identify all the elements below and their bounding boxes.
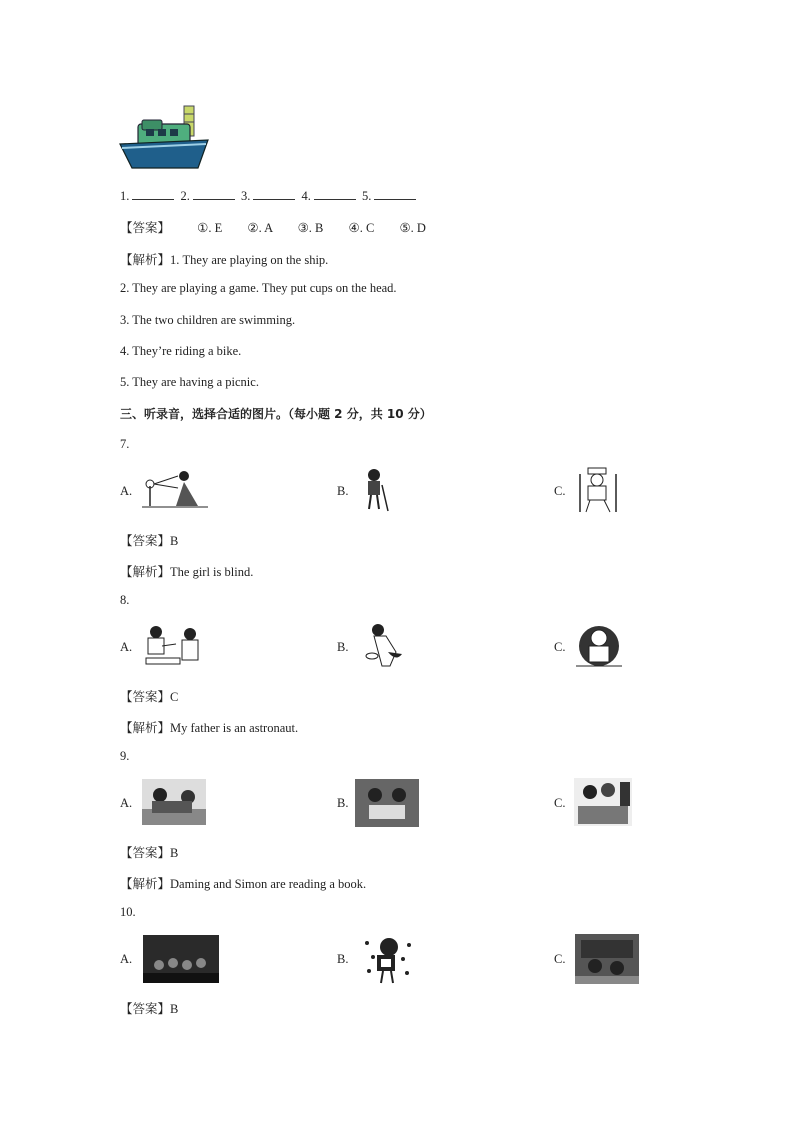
option-c[interactable]: C. bbox=[554, 640, 566, 654]
blank-num-5: 5. bbox=[362, 189, 372, 203]
answer-value: C bbox=[170, 690, 179, 704]
picture-a-icon[interactable] bbox=[143, 935, 219, 983]
picture-c-icon[interactable] bbox=[576, 466, 622, 514]
answer-label: 【答案】 bbox=[120, 845, 171, 860]
analysis-text: The girl is blind. bbox=[170, 565, 254, 579]
answer-row-9 bbox=[120, 843, 178, 861]
picture-c-icon[interactable] bbox=[574, 778, 632, 826]
option-c[interactable]: C. bbox=[554, 952, 566, 966]
analysis-line: 3. The two children are swimming. bbox=[120, 313, 296, 327]
answer-row-10 bbox=[120, 999, 178, 1017]
analysis-row-1 bbox=[120, 250, 328, 268]
picture-b-icon[interactable] bbox=[362, 622, 406, 668]
answer-item: ①. E bbox=[197, 221, 223, 235]
option-a[interactable]: A. bbox=[120, 484, 133, 498]
option-a[interactable]: A. bbox=[120, 640, 133, 654]
answer-item: ②. A bbox=[247, 221, 273, 235]
question-number: 7. bbox=[120, 437, 130, 451]
analysis-line: 4. They’re riding a bike. bbox=[120, 344, 242, 358]
picture-b-icon[interactable] bbox=[359, 933, 417, 985]
blank-1[interactable] bbox=[132, 188, 174, 200]
picture-a-icon[interactable] bbox=[142, 466, 208, 510]
analysis-label: 【解析】 bbox=[120, 564, 171, 579]
picture-b-icon[interactable] bbox=[355, 779, 419, 827]
answer-label: 【答案】 bbox=[120, 533, 171, 548]
option-b[interactable]: B. bbox=[337, 796, 349, 810]
answer-row-8 bbox=[120, 687, 178, 705]
answer-row-7 bbox=[120, 531, 178, 549]
blank-num-1: 1. bbox=[120, 189, 130, 203]
analysis-label: 【解析】 bbox=[120, 876, 171, 891]
analysis-text: Daming and Simon are reading a book. bbox=[170, 877, 367, 891]
section-title: 三、听录音，选择合适的图片。（每小题 2 分，共 10 分） bbox=[120, 407, 432, 421]
option-b[interactable]: B. bbox=[337, 640, 349, 654]
blank-4[interactable] bbox=[314, 188, 356, 200]
blank-num-2: 2. bbox=[180, 189, 190, 203]
answer-value: B bbox=[170, 534, 179, 548]
answer-label: 【答案】 bbox=[120, 689, 171, 704]
option-b[interactable]: B. bbox=[337, 484, 349, 498]
answer-item: ⑤. D bbox=[399, 221, 426, 235]
analysis-line: 1. They are playing on the ship. bbox=[170, 253, 329, 267]
analysis-row-9 bbox=[120, 874, 366, 892]
question-number: 10. bbox=[120, 905, 136, 919]
blank-num-4: 4. bbox=[301, 189, 311, 203]
analysis-line: 5. They are having a picnic. bbox=[120, 375, 259, 389]
question-number: 9. bbox=[120, 749, 130, 763]
blanks-line bbox=[120, 188, 419, 204]
answer-item: ③. B bbox=[297, 221, 324, 235]
picture-a-icon[interactable] bbox=[142, 779, 206, 825]
blank-3[interactable] bbox=[253, 188, 295, 200]
answer-value: B bbox=[170, 846, 179, 860]
option-c[interactable]: C. bbox=[554, 796, 566, 810]
picture-c-icon[interactable] bbox=[574, 622, 624, 670]
analysis-label: 【解析】 bbox=[120, 252, 171, 267]
analysis-line: 2. They are playing a game. They put cups on the head. bbox=[120, 281, 397, 295]
analysis-label: 【解析】 bbox=[120, 720, 171, 735]
blank-2[interactable] bbox=[193, 188, 235, 200]
option-a[interactable]: A. bbox=[120, 952, 133, 966]
analysis-row-7 bbox=[120, 562, 253, 580]
picture-b-icon[interactable] bbox=[360, 467, 392, 513]
answer-row-1 bbox=[120, 218, 426, 236]
answer-item: ④. C bbox=[348, 221, 375, 235]
analysis-row-8 bbox=[120, 718, 298, 736]
question-number: 8. bbox=[120, 593, 130, 607]
blank-num-3: 3. bbox=[241, 189, 251, 203]
option-b[interactable]: B. bbox=[337, 952, 349, 966]
ship-icon bbox=[118, 102, 210, 172]
option-c[interactable]: C. bbox=[554, 484, 566, 498]
answer-label: 【答案】 bbox=[120, 220, 171, 235]
analysis-text: My father is an astronaut. bbox=[170, 721, 299, 735]
answer-label: 【答案】 bbox=[120, 1001, 171, 1016]
option-a[interactable]: A. bbox=[120, 796, 133, 810]
blank-5[interactable] bbox=[374, 188, 416, 200]
picture-a-icon[interactable] bbox=[142, 624, 208, 670]
picture-c-icon[interactable] bbox=[575, 934, 639, 984]
answer-value: B bbox=[170, 1002, 179, 1016]
